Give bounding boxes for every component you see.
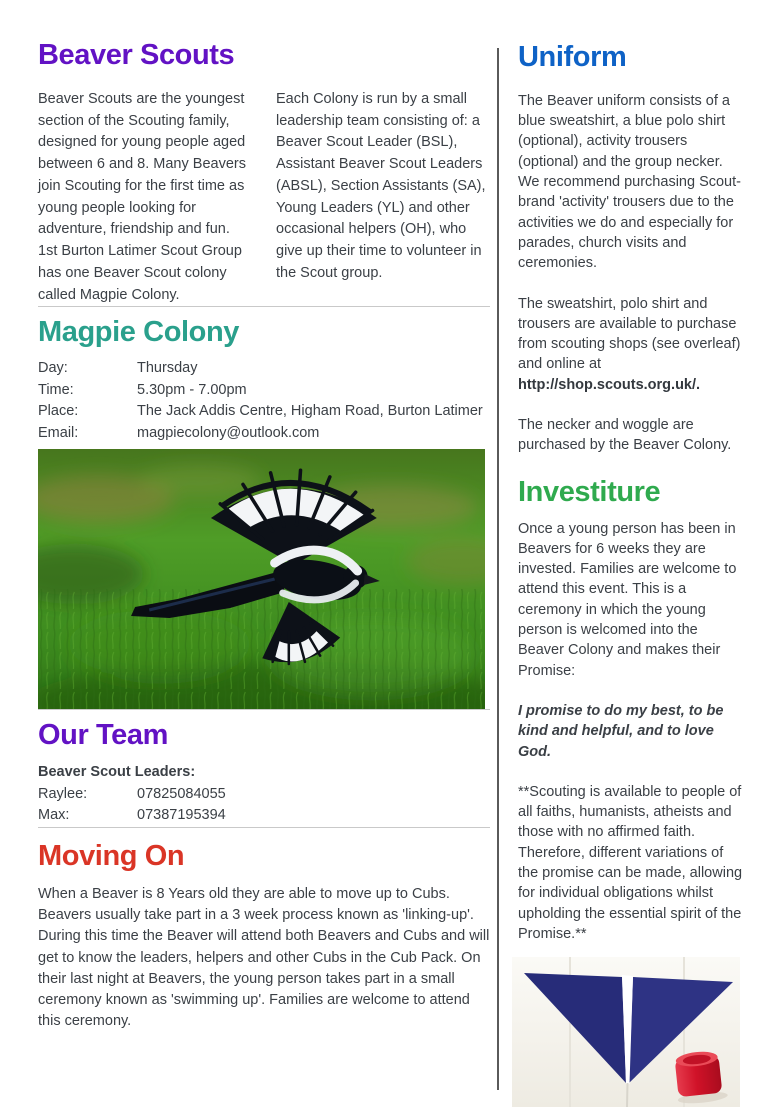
section-moving-on: [38, 841, 490, 1032]
horizontal-rule: [38, 306, 490, 307]
moving-on-paragraph: When a Beaver is 8 Years old they are able to move up to Cubs. Beavers usually take part in a 3 week process known as 'linking-up'. During this time the Beaver will attend both Beavers and Cubs and will get to know the leaders, helpers and other Cubs in the Cub Pack. On their last night at Beavers, the young person takes part in a small ceremony known as 'swimming up'. Families are welcome to attend this ceremony.: [38, 886, 490, 1030]
detail-row-email: [38, 423, 490, 444]
section-beaver-scouts: [38, 40, 490, 306]
sidebar-column: [518, 42, 744, 1107]
uniform-paragraph-2: [518, 294, 744, 395]
investiture-heading: Investiture: [518, 475, 661, 508]
magpie-photo: [38, 449, 485, 709]
horizontal-rule: [38, 827, 490, 828]
detail-row-place: [38, 401, 490, 422]
intro-paragraph-right: Each Colony is run by a small leadership team consisting of: a Beaver Scout Leader (BSL), Assistant Beaver Scout Leaders (ABSL), Section Assistants (SA), Young Leaders (YL) and other occasional helpers (OH), who give up their time to volunteer in the Scout group.: [276, 90, 486, 281]
detail-label: Email:: [38, 424, 79, 441]
beaver-scouts-heading: Beaver Scouts: [38, 39, 235, 71]
team-list: [38, 762, 490, 827]
uniform-paragraph-2-text: The sweatshirt, polo shirt and trousers are available to purchase from scouting shops (see overleaf) and online at: [518, 295, 741, 373]
team-subtitle: Beaver Scout Leaders:: [38, 763, 196, 780]
intro-columns: [38, 89, 490, 307]
shop-url-link[interactable]: http://shop.scouts.org.uk/.: [518, 376, 701, 393]
investiture-paragraph-2: **Scouting is available to people of all faiths, humanists, atheists and those with no affirmed faith. Therefore, different variations of the promise can be made, allowing for individual obligations whilst upholding the essential spirit of the Promise.**: [518, 783, 743, 942]
section-magpie-colony: [38, 317, 490, 709]
detail-label: Day:: [38, 360, 68, 377]
detail-row-time: [38, 380, 490, 401]
email-address[interactable]: magpiecolony@outlook.com: [137, 424, 320, 441]
necker-photo: [512, 957, 740, 1107]
detail-value: The Jack Addis Centre, Higham Road, Burton Latimer: [137, 403, 483, 420]
uniform-paragraph-1: The Beaver uniform consists of a blue sweatshirt, a blue polo shirt (optional), activity trousers (optional) and the group necker. We recommend purchasing Scout-brand 'activity' trousers due to the activities we do and especially for parades, church visits and ceremonies.: [518, 92, 741, 272]
detail-value: Thursday: [137, 360, 198, 377]
section-uniform: [518, 42, 744, 456]
contact-row: [38, 805, 490, 827]
intro-paragraph-left: Beaver Scouts are the youngest section of the Scouting family, designed for young people aged between 6 and 8. Many Beavers join Scouting for the first time as young people looking for adventure, friendship and fun. 1st Burton Latimer Scout Group has one Beaver Scout colony called Magpie Colony.: [38, 90, 246, 303]
magpie-colony-heading: Magpie Colony: [38, 316, 240, 349]
contact-phone: 07387195394: [137, 807, 226, 824]
our-team-heading: Our Team: [38, 719, 169, 752]
column-divider: [497, 48, 499, 1090]
moving-on-heading: Moving On: [38, 840, 185, 873]
contact-phone: 07825084055: [137, 785, 226, 802]
investiture-paragraph-1: Once a young person has been in Beavers for 6 weeks they are invested. Families are welcome to attend this event. This is a ceremony in which the young person is welcomed into the Beaver Colony and makes their Promise:: [518, 520, 737, 679]
uniform-heading: Uniform: [518, 41, 627, 73]
section-investiture: [518, 477, 744, 1107]
colony-details: [38, 358, 490, 444]
uniform-paragraph-3: The necker and woggle are purchased by the Beaver Colony.: [518, 417, 732, 454]
contact-row: [38, 784, 490, 806]
main-column: [38, 40, 490, 1032]
horizontal-rule: [38, 709, 490, 710]
detail-value: 5.30pm - 7.00pm: [137, 381, 247, 398]
section-our-team: [38, 720, 490, 827]
contact-name: Max:: [38, 807, 70, 824]
contact-name: Raylee:: [38, 785, 88, 802]
promise-text: I promise to do my best, to be kind and helpful, and to love God.: [518, 702, 724, 760]
detail-row-day: [38, 358, 490, 379]
detail-label: Time:: [38, 381, 74, 398]
detail-label: Place:: [38, 403, 79, 420]
